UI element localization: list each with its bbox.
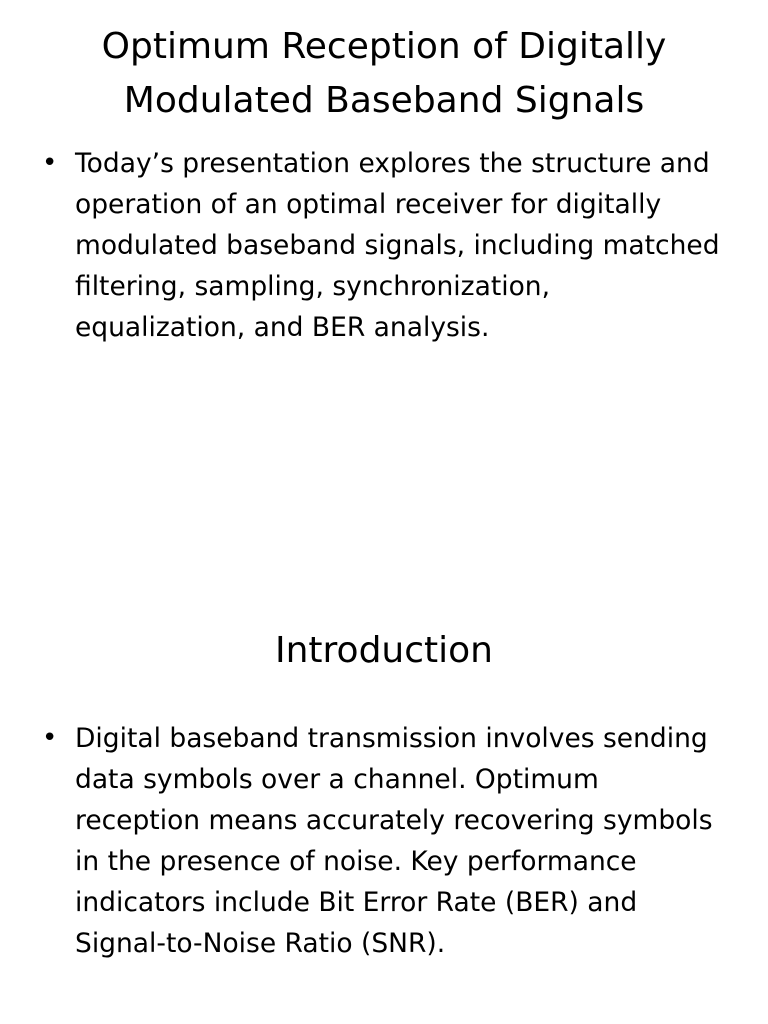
- bullet-list: [42, 718, 720, 964]
- bullet-text: Digital baseband transmission involves sending data symbols over a channel. Optimum reception means accurately recovering symbols in the presence of noise. Key performance indicators include Bit Error Rate (BER) and Signal-to-Noise Ratio (SNR).: [75, 723, 713, 959]
- bullet-list: [42, 143, 720, 348]
- bullet-item: [42, 718, 720, 964]
- bullet-item: [42, 143, 720, 348]
- bullet-dot-icon: •: [42, 723, 58, 753]
- bullet-text: Today’s presentation explores the structure and operation of an optimal receiver for digitally modulated baseband signals, including matched filtering, sampling, synchronization, equalization, and BER analysis.: [75, 148, 720, 343]
- bullet-dot-icon: •: [42, 148, 58, 178]
- slide-title: Optimum Reception of Digitally Modulated Baseband Signals: [101, 26, 667, 121]
- slide-title: Introduction: [274, 630, 493, 671]
- slide-introduction: [0, 512, 768, 1024]
